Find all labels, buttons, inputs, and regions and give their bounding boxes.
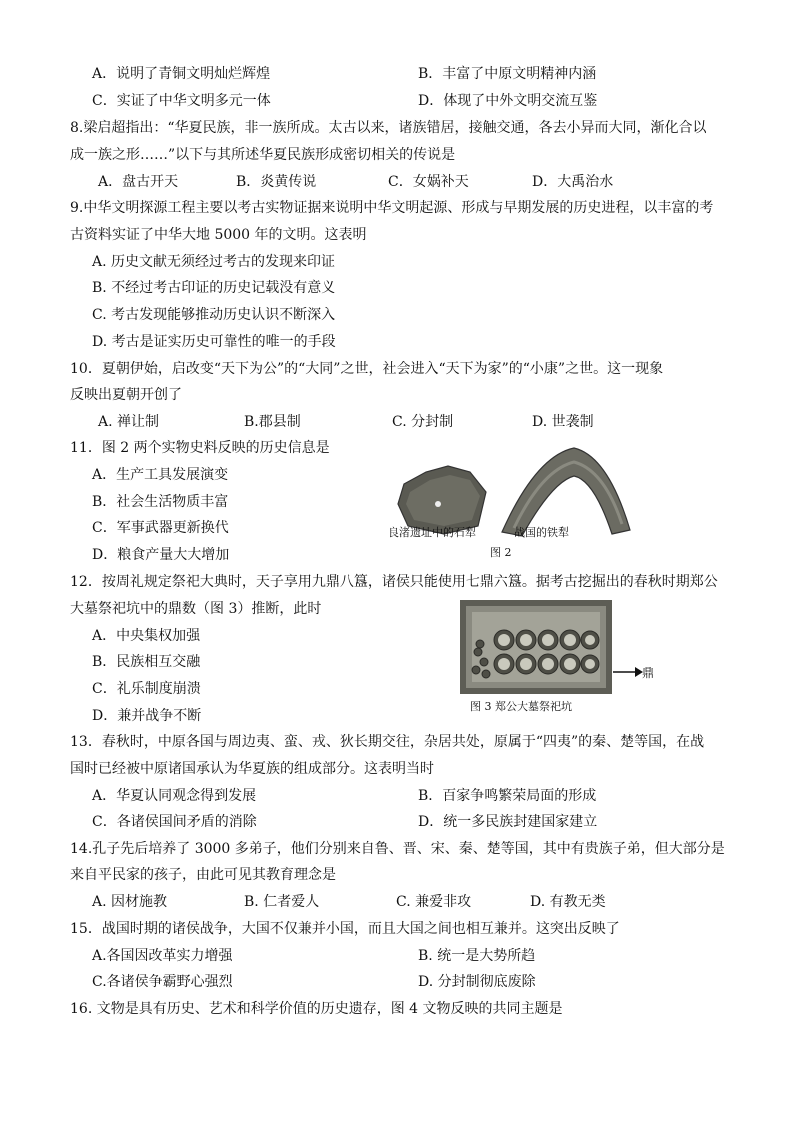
q13-option-c: C．各诸侯国间矛盾的消除 — [92, 814, 257, 830]
q13-stem-1: 13．春秋时，中原各国与周边夷、蛮、戎、狄长期交往，杂居共处，原属于“四夷”的秦、楚等国，在战 — [70, 734, 705, 750]
figure-3-caption: 图 3 郑公大墓祭祀坑 — [470, 700, 572, 713]
q8-option-a: A．盘古开天 — [98, 174, 179, 190]
q11-option-b: B．社会生活物质丰富 — [92, 494, 229, 510]
q14-stem-1: 14.孔子先后培养了 3000 多弟子，他们分别来自鲁、晋、宋、秦、楚等国，其中有贵族子弟，但大部分是 — [70, 841, 725, 857]
q15-option-b: B. 统一是大势所趋 — [418, 948, 536, 964]
figure-2-label: 图 2 — [490, 546, 512, 559]
q10-option-c: C. 分封制 — [392, 414, 454, 430]
q14-option-b: B. 仁者爱人 — [244, 894, 320, 910]
q16-stem: 16. 文物是具有历史、艺术和科学价值的历史遗存，图 4 文物反映的共同主题是 — [70, 1001, 563, 1017]
q12-option-b: B．民族相互交融 — [92, 654, 201, 670]
q9-option-b: B. 不经过考古印证的历史记载没有意义 — [92, 280, 336, 296]
figure-3-image — [460, 600, 612, 694]
arrow-right-icon — [613, 666, 643, 678]
q9-option-c: C. 考古发现能够推动历史认识不断深入 — [92, 307, 336, 323]
q10-stem-1: 10．夏朝伊始，启改变“天下为公”的“大同”之世，社会进入“天下为家”的“小康”之世。这一现象 — [70, 361, 664, 377]
q13-option-a: A．华夏认同观念得到发展 — [92, 788, 257, 804]
figure-2-caption-right: 战国的铁犁 — [514, 526, 569, 539]
q7-option-a: A．说明了青铜文明灿烂辉煌 — [92, 66, 271, 82]
q15-option-a: A.各国因改革实力增强 — [92, 948, 233, 964]
q12-stem-1: 12．按周礼规定祭祀大典时，天子享用九鼎八簋，诸侯只能使用七鼎六簋。据考古挖掘出的春秋时期郑公 — [70, 574, 718, 590]
q11-option-c: C．军事武器更新换代 — [92, 520, 229, 536]
q8-stem-1: 8.梁启超指出：“华夏民族，非一族所成。太古以来，诸族错居，接触交通，各去小异而大同，渐化合以 — [70, 120, 707, 136]
q14-stem-2: 来自平民家的孩子，由此可见其教育理念是 — [70, 867, 336, 883]
q13-option-b: B．百家争鸣繁荣局面的形成 — [418, 788, 597, 804]
q8-stem-2: 成一族之形……”以下与其所述华夏民族形成密切相关的传说是 — [70, 147, 456, 163]
q10-option-a: A. 禅让制 — [98, 414, 160, 430]
q9-option-d: D. 考古是证实历史可靠性的唯一的手段 — [92, 334, 336, 350]
q11-stem: 11．图 2 两个实物史料反映的历史信息是 — [70, 440, 330, 456]
q10-option-d: D. 世袭制 — [532, 414, 594, 430]
q13-option-d: D．统一多民族封建国家建立 — [418, 814, 598, 830]
q9-stem-2: 古资料实证了中华大地 5000 年的文明。这表明 — [70, 227, 367, 243]
q12-option-d: D．兼并战争不断 — [92, 708, 202, 724]
q11-option-d: D．粮食产量大大增加 — [92, 547, 230, 563]
q14-option-a: A. 因材施教 — [92, 894, 168, 910]
q12-option-c: C．礼乐制度崩溃 — [92, 681, 201, 697]
iron-plough-shape — [502, 448, 630, 536]
figure-2-caption-left: 良渚遗址中的石犁 — [388, 526, 476, 539]
q14-option-d: D. 有教无类 — [530, 894, 606, 910]
q9-stem-1: 9.中华文明探源工程主要以考古实物证据来说明中华文明起源、形成与早期发展的历史进程，以丰富的考 — [70, 200, 714, 216]
q9-option-a: A. 历史文献无须经过考古的发现来印证 — [92, 254, 336, 270]
q10-option-b: B.郡县制 — [244, 414, 301, 430]
q15-stem: 15．战国时期的诸侯战争，大国不仅兼并小国，而且大国之间也相互兼并。这突出反映了 — [70, 921, 620, 937]
figure-2 — [386, 442, 636, 560]
q12-stem-2: 大墓祭祀坑中的鼎数（图 3）推断，此时 — [70, 601, 322, 617]
q8-option-c: C．女娲补天 — [388, 174, 469, 190]
q8-option-d: D．大禹治水 — [532, 174, 614, 190]
q7-option-c: C．实证了中华文明多元一体 — [92, 93, 271, 109]
q15-option-d: D. 分封制彻底废除 — [418, 974, 536, 990]
q15-option-c: C.各诸侯争霸野心强烈 — [92, 974, 233, 990]
q14-option-c: C. 兼爱非攻 — [396, 894, 472, 910]
q10-stem-2: 反映出夏朝开创了 — [70, 387, 182, 403]
figure-3 — [460, 600, 656, 716]
figure-2-image — [386, 442, 636, 560]
q8-option-b: B．炎黄传说 — [236, 174, 317, 190]
q12-option-a: A．中央集权加强 — [92, 628, 201, 644]
q11-option-a: A．生产工具发展演变 — [92, 467, 229, 483]
q7-option-b: B．丰富了中原文明精神内涵 — [418, 66, 597, 82]
q7-option-d: D．体现了中外文明交流互鉴 — [418, 93, 598, 109]
q13-stem-2: 国时已经被中原诸国承认为华夏族的组成部分。这表明当时 — [70, 761, 434, 777]
figure-3-arrow-label: 鼎 — [642, 666, 655, 680]
